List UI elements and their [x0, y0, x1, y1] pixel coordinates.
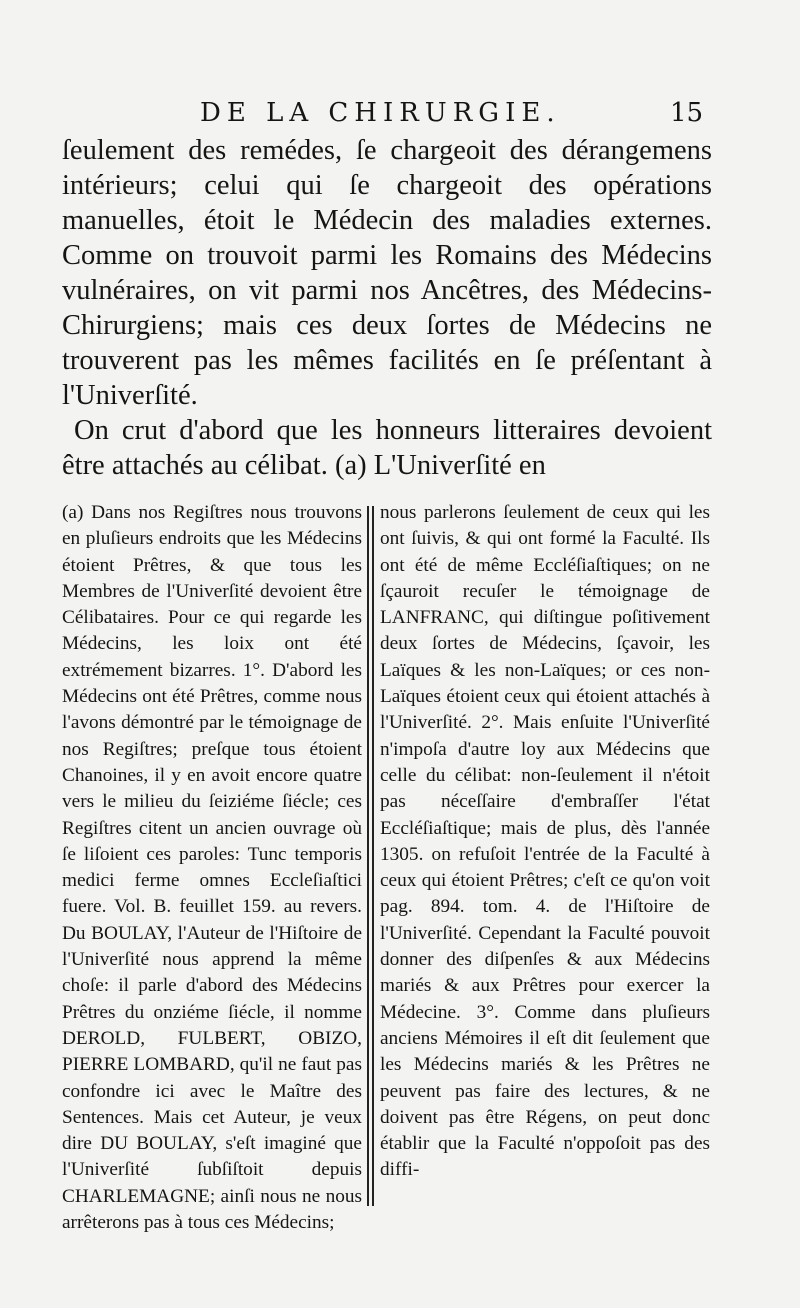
- running-header: [200, 98, 720, 132]
- footnotes: [62, 500, 710, 1234]
- running-title: DE LA CHIRURGIE.: [200, 98, 561, 128]
- footnote-right-text: nous parlerons ſeulement de ceux qui les ont ſuivis, & qui ont formé la Faculté. Ils ont été de même Eccléſiaſtiques; on ne ſçauroit recuſer le témoignage de LANFRANC, qui diſtingue poſitivement deux ſortes de Médecins, ſçavoir, les Laïques & les non-Laïques; or ces non-Laïques étoient ceux qui étoient attachés à l'Univerſité. 2°. Mais enſuite l'Univerſité n'impoſa d'autre loy aux Médecins que celle du célibat: non-ſeulement il n'étoit pas néceſſaire d'embraſſer l'état Eccléſiaſtique; mais de plus, dès l'année 1305. on refuſoit l'entrée de la Faculté à ceux qui étoient Prêtres; c'eſt ce qu'on voit pag. 894. tom. 4. de l'Hiſtoire de l'Univerſité. Cependant la Faculté pouvoit donner des diſpenſes & aux Médecins mariés & aux Prêtres pour exercer la Médecine. 3°. Comme dans pluſieurs anciens Mémoires il eſt dit ſeulement que les Médecins mariés & les Prêtres ne peuvent pas faire des lectures, & ne doivent pas être Régens, on peut donc établir que la Faculté n'oppoſoit pas des diffi-: [380, 502, 710, 1181]
- column-rule-left: [367, 506, 369, 1206]
- footnote-left-text: (a) Dans nos Regiſtres nous trouvons en pluſieurs endroits que les Médecins étoient Prêtres, & que tous les Membres de l'Univerſité devoient être Célibataires. Pour ce qui regarde les Médecins, les loix ont été extrémement bizarres. 1°. D'abord les Médecins ont été Prêtres, comme nous l'avons démontré par le témoignage de nos Regiſtres; preſque tous étoient Chanoines, il y en avoit encore quatre vers le milieu du ſeiziéme ſiécle; ces Regiſtres citent un ancien ouvrage où ſe liſoient ces paroles: Tunc temporis medici ferme omnes Eccleſiaſtici fuere. Vol. B. feuillet 159. au revers. Du BOULAY, l'Auteur de l'Hiſtoire de l'Univerſité nous apprend la même choſe: il parle d'abord des Médecins Prêtres du onziéme ſiécle, il nomme DEROLD, FULBERT, OBIZO, PIERRE LOMBARD, qu'il ne faut pas confondre ici avec le Maître des Sentences. Mais cet Auteur, je veux dire DU BOULAY, s'eſt imaginé que l'Univerſité ſubſiſtoit depuis CHARLEMAGNE; ainſi nous ne nous arrêterons pas à tous ces Médecins;: [62, 502, 362, 1234]
- footnote-column-right: [380, 500, 710, 1184]
- main-paragraph-1: ſeulement des remédes, ſe chargeoit des dérangemens intérieurs; celui qui ſe chargeoit des opérations manuelles, étoit le Médecin des maladies externes. Comme on trouvoit parmi les Romains des Médecins vulnéraires, on vit parmi nos Ancêtres, des Médecins-Chirurgiens; mais ces deux ſortes de Médecins ne trouverent pas les mêmes facilités en ſe préſentant à l'Univerſité.: [62, 135, 712, 411]
- column-rule-right: [372, 506, 374, 1206]
- footnote-column-left: [62, 500, 362, 1236]
- page-number: 15: [670, 98, 704, 128]
- main-paragraph-2: On crut d'abord que les honneurs litteraires devoient être attachés au célibat. (a) L'Univerſité en: [62, 415, 712, 481]
- main-text: [62, 133, 712, 483]
